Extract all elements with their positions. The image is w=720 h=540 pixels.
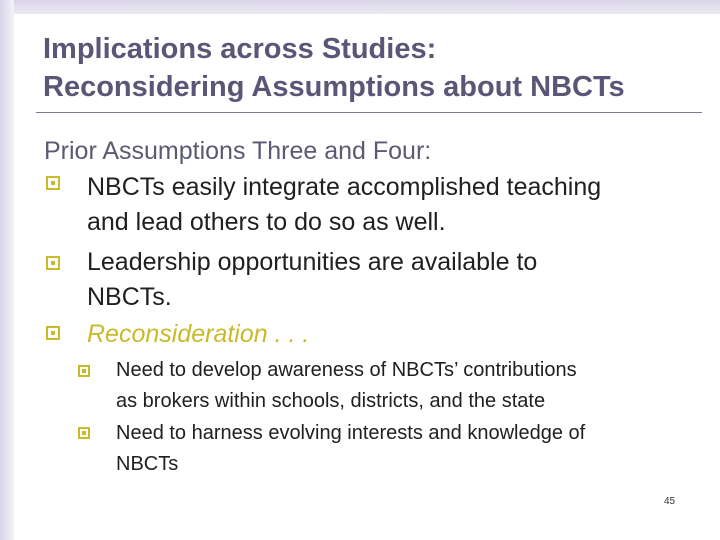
square-bullet-icon xyxy=(46,176,60,190)
title-divider xyxy=(36,112,702,113)
bullet-text-line: and lead others to do so as well. xyxy=(87,208,446,236)
bullet-text-line: NBCTs. xyxy=(87,283,172,311)
intro-text: Prior Assumptions Three and Four: xyxy=(44,137,432,165)
square-bullet-icon xyxy=(78,427,90,439)
bullet-text-line: NBCTs easily integrate accomplished teaching xyxy=(87,173,602,201)
title-line-1: Implications across Studies: xyxy=(43,33,437,65)
square-bullet-icon xyxy=(46,256,60,270)
bullet-text-line: Leadership opportunities are available to xyxy=(87,248,538,276)
sub-bullet-text-line: as brokers within schools, districts, and the state xyxy=(116,390,546,412)
top-decor-bar xyxy=(14,0,720,14)
bullet-text-line: Reconsideration . . . xyxy=(87,320,310,348)
sub-bullet-text-line: NBCTs xyxy=(116,453,179,475)
title-line-2: Reconsidering Assumptions about NBCTs xyxy=(43,71,625,103)
square-bullet-icon xyxy=(46,326,60,340)
slide-title xyxy=(43,30,703,106)
left-decor-bar xyxy=(0,0,14,540)
sub-bullet-text-line: Need to develop awareness of NBCTs’ contributions xyxy=(116,359,577,381)
square-bullet-icon xyxy=(78,365,90,377)
page-number: 45 xyxy=(664,496,676,507)
sub-bullet-text-line: Need to harness evolving interests and knowledge of xyxy=(116,422,586,444)
